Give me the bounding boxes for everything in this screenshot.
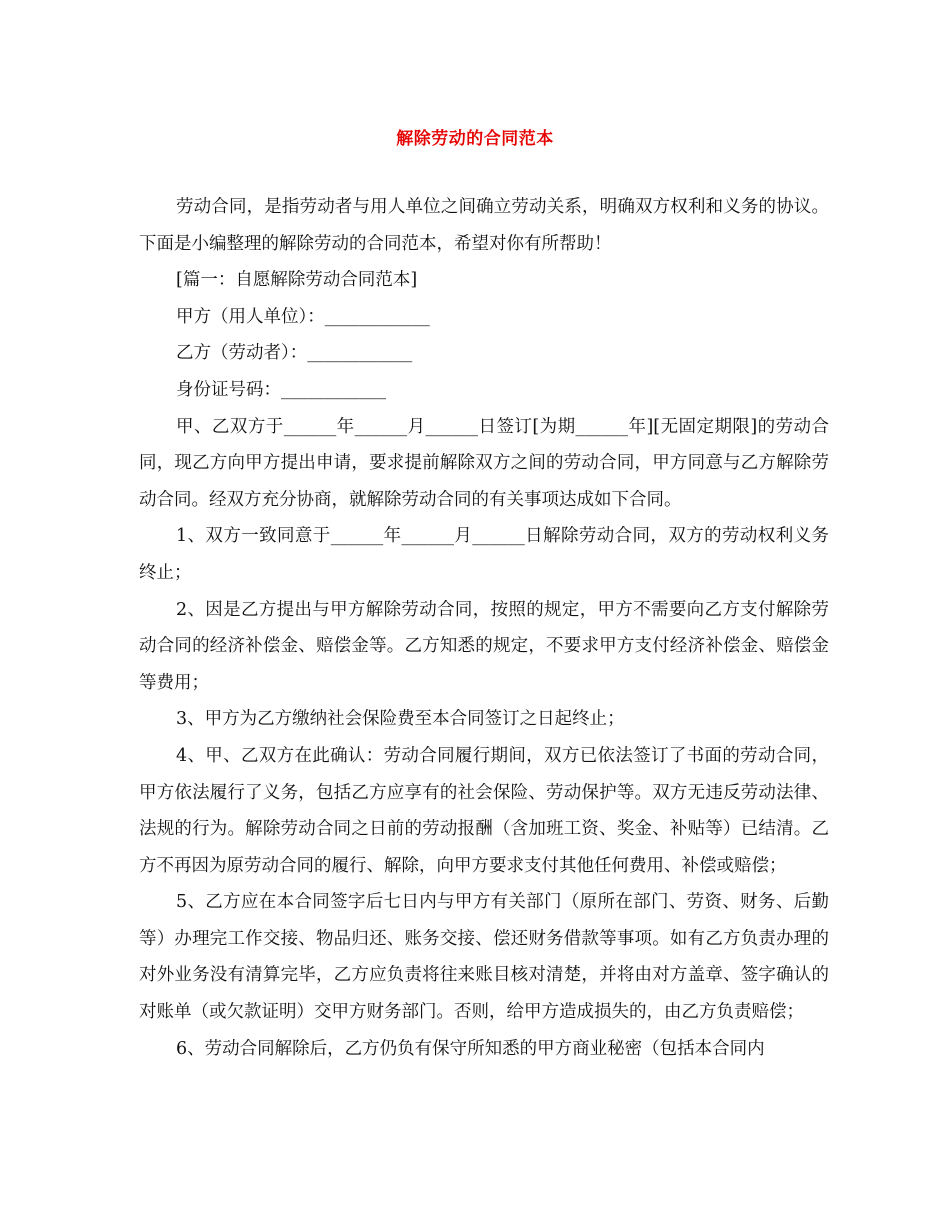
- clause-6: 6、劳动合同解除后，乙方仍负有保守所知悉的甲方商业秘密（包括本合同内: [176, 1038, 765, 1059]
- clause-3: 3、甲方为乙方缴纳社会保险费至本合同签订之日起终止；: [176, 709, 625, 730]
- section-heading: [篇一：自愿解除劳动合同范本]: [176, 270, 418, 291]
- document-body: [139, 189, 829, 1067]
- clause-1: 1、双方一致同意于______年______月______日解除劳动合同，双方的劳动权利义务终止；: [139, 526, 829, 583]
- clause-2: 2、因是乙方提出与甲方解除劳动合同，按照的规定，甲方不需要向乙方支付解除劳动合同的经济补偿金、赔偿金等。乙方知悉的规定，不要求甲方支付经济补偿金、赔偿金等费用；: [139, 599, 829, 693]
- id-number-line: 身份证号码：____________: [176, 379, 386, 400]
- clause-4: 4、甲、乙双方在此确认：劳动合同履行期间，双方已依法签订了书面的劳动合同，甲方依法履行了义务，包括乙方应享有的社会保险、劳动保护等。双方无违反劳动法律、法规的行为。解除劳动合同之日前的劳动报酬（含加班工资、奖金、补贴等）已结清。乙方不再因为原劳动合同的履行、解除，向甲方要求支付其他任何费用、补偿或赔偿；: [139, 745, 829, 876]
- party-b-line: 乙方（劳动者）：____________: [176, 343, 413, 364]
- party-a-line: 甲方（用人单位）：____________: [176, 306, 430, 327]
- clause-5: 5、乙方应在本合同签字后七日内与甲方有关部门（原所在部门、劳资、财务、后勤等）办理完工作交接、物品归还、账务交接、偿还财务借款等事项。如有乙方负责办理的对外业务没有清算完毕，乙方应负责将往来账目核对清楚，并将由对方盖章、签字确认的对账单（或欠款证明）交甲方财务部门。否则，给甲方造成损失的，由乙方负责赔偿；: [139, 892, 829, 1023]
- document-title: 解除劳动的合同范本: [396, 129, 554, 149]
- intro-paragraph: 劳动合同，是指劳动者与用人单位之间确立劳动关系，明确双方权利和义务的协议。下面是小编整理的解除劳动的合同范本，希望对你有所帮助！: [139, 197, 829, 254]
- preamble-paragraph: 甲、乙双方于______年______月______日签订[为期______年][无固定期限]的劳动合同，现乙方向甲方提出申请，要求提前解除双方之间的劳动合同，甲方同意与乙方解除劳动合同。经双方充分协商，就解除劳动合同的有关事项达成如下合同。: [139, 416, 829, 510]
